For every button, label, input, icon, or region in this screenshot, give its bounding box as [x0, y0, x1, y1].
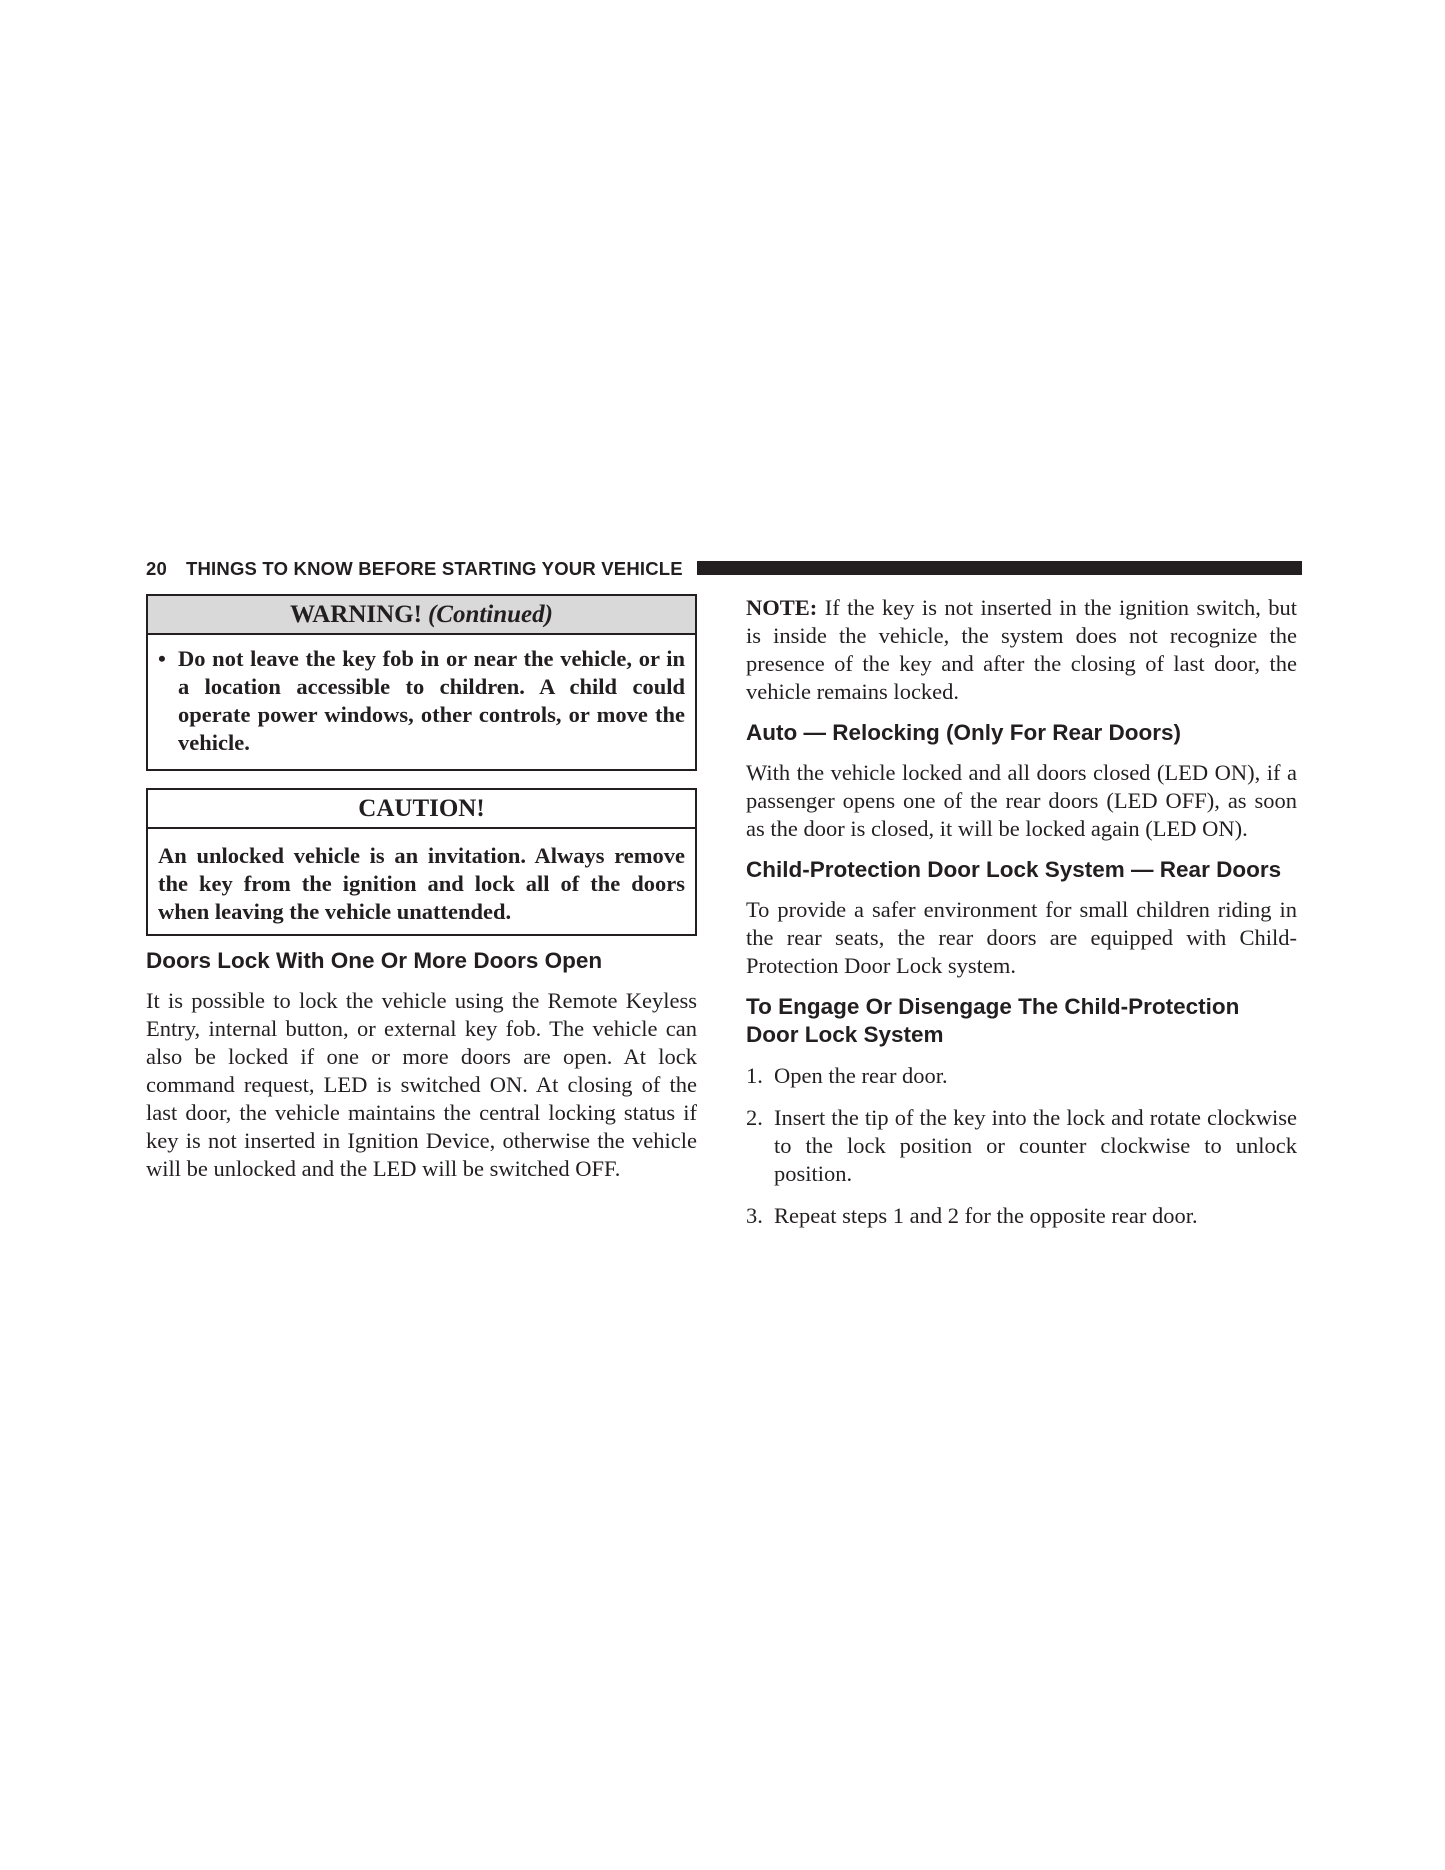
warning-bullet-text: Do not leave the key fob in or near the vehicle, or in a location accessible to children. A child could operate power windows, other controls, or move the vehicle. [178, 646, 685, 755]
caution-title: CAUTION! [358, 795, 485, 822]
warning-header [148, 596, 695, 635]
header-rule [697, 561, 1302, 575]
section-body: With the vehicle locked and all doors closed (LED ON), if a passenger opens one of the rear doors (LED OFF), as soon as the door is closed, it will be locked again (LED ON). [746, 760, 1297, 841]
step-text: Repeat steps 1 and 2 for the opposite rear door. [774, 1203, 1198, 1228]
steps-list [746, 1062, 1297, 1230]
caution-header [148, 790, 695, 829]
page-number: 20 [146, 558, 167, 579]
list-item [746, 1202, 1297, 1230]
step-number: 2. [746, 1105, 763, 1130]
section-body: To provide a safer environment for small children riding in the rear seats, the rear doors are equipped with Child-Protection Door Lock system. [746, 897, 1297, 978]
step-text: Insert the tip of the key into the lock and rotate clockwise to the lock position or counter clockwise to unlock position. [774, 1105, 1297, 1186]
section-title: THINGS TO KNOW BEFORE STARTING YOUR VEHICLE [186, 558, 683, 579]
list-item [746, 1104, 1297, 1188]
warning-body [148, 635, 695, 769]
section-heading: Auto — Relocking (Only For Rear Doors) [746, 720, 1182, 745]
note-paragraph [746, 594, 1297, 706]
warning-bullet [158, 645, 685, 757]
left-column [146, 594, 697, 1183]
page-header [146, 556, 1302, 584]
step-number: 1. [746, 1063, 763, 1088]
section-body: It is possible to lock the vehicle using the Remote Keyless Entry, internal button, or external key fob. The vehicle can also be locked if one or more doors are open. At lock command request, LED is switched ON. At closing of the last door, the vehicle maintains the central locking status if key is not inserted in Ignition Device, otherwise the vehicle will be unlocked and the LED will be switched OFF. [146, 988, 697, 1181]
section-heading: Doors Lock With One Or More Doors Open [146, 948, 603, 973]
step-number: 3. [746, 1203, 763, 1228]
warning-box [146, 594, 697, 771]
note-text: If the key is not inserted in the ignition switch, but is inside the vehicle, the system does not recognize the presence of the key and after the closing of last door, the vehicle remains locked. [746, 595, 1298, 704]
warning-title: WARNING! [290, 601, 422, 628]
list-item [746, 1062, 1297, 1090]
warning-continued: (Continued) [427, 601, 553, 628]
step-text: Open the rear door. [774, 1063, 948, 1088]
caution-text: An unlocked vehicle is an invitation. Always remove the key from the ignition and lock all of the doors when leaving the vehicle unattended. [158, 843, 685, 924]
section-heading: To Engage Or Disengage The Child-Protection Door Lock System [746, 994, 1240, 1047]
caution-box [146, 788, 697, 936]
section-heading: Child-Protection Door Lock System — Rear Doors [746, 857, 1282, 882]
right-column [746, 594, 1297, 1230]
bullet-icon: • [158, 646, 166, 671]
note-label: NOTE: [746, 595, 818, 620]
